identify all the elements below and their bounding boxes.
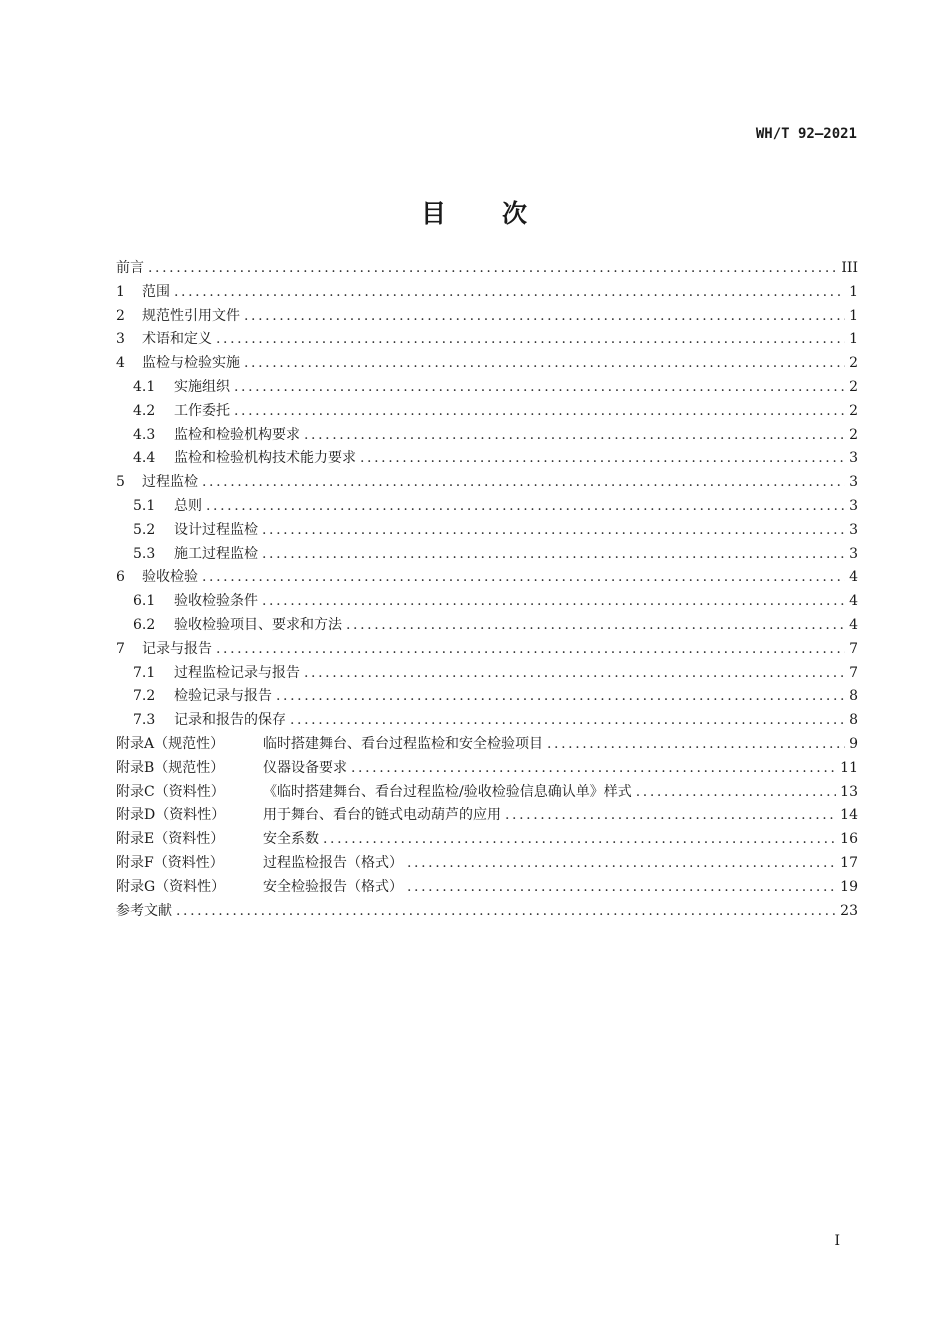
toc-entry-page: 19 (840, 878, 858, 895)
toc-entry[interactable] (116, 733, 858, 757)
toc-entry-number: 4.3 (133, 426, 156, 443)
toc-dot-leader (148, 257, 837, 281)
toc-entry-title: 验收检验 (142, 569, 198, 586)
toc-dot-leader (202, 566, 845, 590)
toc-entry-title: 验收检验条件 (174, 593, 258, 610)
toc-entry-page: 4 (849, 616, 858, 633)
toc-entry-title: 记录与报告 (142, 640, 212, 657)
toc-entry-title: 监检和检验机构要求 (174, 426, 300, 443)
toc-dot-leader (304, 424, 845, 448)
toc-entry-page: 2 (849, 355, 858, 372)
toc-dot-leader (202, 471, 845, 495)
toc-dot-leader (262, 590, 845, 614)
toc-entry-annex-label: 附录C（资料性） (116, 783, 225, 800)
toc-entry-page: 3 (849, 474, 858, 491)
toc-entry[interactable] (116, 566, 858, 590)
toc-entry-title: 前言 (116, 260, 144, 276)
toc-entry-annex-label: 附录F（资料性） (116, 854, 224, 871)
toc-entry-page: 8 (849, 688, 858, 705)
toc-entry[interactable] (116, 614, 858, 638)
toc-entry-number: 1 (116, 283, 125, 300)
toc-entry[interactable] (116, 590, 858, 614)
toc-entry-number: 7.2 (133, 688, 156, 705)
toc-entry[interactable] (116, 709, 858, 733)
toc-dot-leader (176, 900, 836, 924)
toc-entry-number: 6.1 (133, 593, 156, 610)
toc-entry-page: 16 (840, 831, 858, 848)
toc-entry-page: 4 (849, 569, 858, 586)
toc-entry[interactable] (116, 495, 858, 519)
toc-entry-title: 记录和报告的保存 (174, 712, 286, 729)
toc-entry-page: 3 (849, 497, 858, 514)
toc-dot-leader (216, 328, 845, 352)
toc-entry-number: 5 (116, 474, 125, 491)
toc-dot-leader (346, 614, 845, 638)
toc-entry-number: 4.4 (133, 450, 156, 467)
toc-dot-leader (174, 281, 845, 305)
toc-entry-number: 3 (116, 331, 125, 348)
toc-entry-title: 工作委托 (174, 402, 230, 419)
toc-entry-page: 11 (840, 759, 858, 776)
toc-entry-title: 监检和检验机构技术能力要求 (174, 450, 356, 467)
toc-entry[interactable] (116, 257, 858, 281)
toc-entry-number: 7.1 (133, 664, 156, 681)
toc-entry-page: 1 (849, 331, 858, 348)
toc-entry-number: 2 (116, 307, 125, 324)
toc-entry[interactable] (116, 828, 858, 852)
toc-entry-title: 仪器设备要求 (263, 759, 347, 776)
toc-entry-page: 13 (840, 783, 858, 800)
toc-entry-title: 用于舞台、看台的链式电动葫芦的应用 (263, 807, 501, 824)
toc-entry-title: 监检与检验实施 (142, 355, 240, 372)
toc-entry[interactable] (116, 424, 858, 448)
toc-entry-annex-label: 附录B（规范性） (116, 759, 225, 776)
toc-entry[interactable] (116, 804, 858, 828)
toc-entry-page: 2 (849, 378, 858, 395)
toc-dot-leader (407, 876, 836, 900)
toc-entry-number: 4.1 (133, 378, 156, 395)
toc-entry[interactable] (116, 900, 858, 924)
toc-entry-annex-label: 附录E（资料性） (116, 831, 225, 848)
page-title: 目 次 (420, 199, 529, 228)
toc-entry-page: 3 (849, 521, 858, 538)
toc-entry-title: 安全检验报告（格式） (263, 878, 403, 895)
toc-entry[interactable] (116, 543, 858, 567)
toc-entry-page: 1 (849, 283, 858, 300)
toc-entry-title: 验收检验项目、要求和方法 (174, 616, 342, 633)
toc-entry[interactable] (116, 305, 858, 329)
toc-entry-title: 施工过程监检 (174, 545, 258, 562)
toc-entry-page: 2 (849, 402, 858, 419)
toc-entry-annex-label: 附录G（资料性） (116, 878, 226, 895)
toc-entry-title: 参考文献 (116, 902, 172, 919)
toc-entry-number: 6.2 (133, 616, 156, 633)
toc-entry-number: 7 (116, 640, 125, 657)
toc-entry-number: 4.2 (133, 402, 156, 419)
page-number: I (834, 1233, 840, 1249)
toc-entry[interactable] (116, 281, 858, 305)
toc-entry-annex-label: 附录A（规范性） (116, 735, 225, 752)
toc-entry-title: 规范性引用文件 (142, 307, 240, 324)
toc-entry-page: 1 (849, 307, 858, 324)
toc-dot-leader (360, 447, 845, 471)
toc-entry-title: 实施组织 (174, 378, 230, 395)
toc-entry[interactable] (116, 662, 858, 686)
toc-dot-leader (547, 733, 845, 757)
toc-dot-leader (636, 781, 836, 805)
toc-dot-leader (351, 757, 836, 781)
toc-entry[interactable] (116, 447, 858, 471)
toc-entry-page: 2 (849, 426, 858, 443)
toc-entry-page: 14 (840, 807, 858, 824)
table-of-contents (116, 257, 858, 923)
toc-dot-leader (234, 400, 845, 424)
toc-entry-page: 23 (840, 902, 858, 919)
toc-entry-number: 5.1 (133, 497, 156, 514)
toc-entry-title: 设计过程监检 (174, 521, 258, 538)
toc-dot-leader (262, 519, 845, 543)
toc-entry[interactable] (116, 471, 858, 495)
toc-entry-page: 3 (849, 450, 858, 467)
toc-entry-number: 5.3 (133, 545, 156, 562)
toc-entry-annex-label: 附录D（资料性） (116, 807, 226, 824)
toc-entry-number: 5.2 (133, 521, 156, 538)
toc-dot-leader (244, 305, 845, 329)
toc-entry-page: 3 (849, 545, 858, 562)
toc-entry-page: III (841, 260, 858, 276)
toc-entry[interactable] (116, 352, 858, 376)
toc-entry-title: 临时搭建舞台、看台过程监检和安全检验项目 (263, 735, 543, 752)
toc-entry-title: 过程监检报告（格式） (263, 854, 403, 871)
toc-entry[interactable] (116, 376, 858, 400)
toc-dot-leader (206, 495, 845, 519)
document-code: WH/T 92—2021 (755, 126, 857, 142)
toc-entry[interactable] (116, 852, 858, 876)
toc-entry[interactable] (116, 757, 858, 781)
toc-entry[interactable] (116, 519, 858, 543)
toc-entry-number: 4 (116, 355, 125, 372)
toc-entry-title: 过程监检 (142, 474, 198, 491)
toc-entry[interactable] (116, 638, 858, 662)
toc-dot-leader (323, 828, 836, 852)
toc-dot-leader (234, 376, 845, 400)
toc-entry-number: 6 (116, 569, 125, 586)
toc-entry-page: 8 (849, 712, 858, 729)
toc-entry[interactable] (116, 400, 858, 424)
toc-dot-leader (244, 352, 845, 376)
toc-dot-leader (262, 543, 845, 567)
toc-entry-number: 7.3 (133, 712, 156, 729)
toc-dot-leader (216, 638, 845, 662)
toc-entry-title: 过程监检记录与报告 (174, 664, 300, 681)
toc-entry-title: 《临时搭建舞台、看台过程监检/验收检验信息确认单》样式 (263, 783, 632, 800)
toc-entry-title: 检验记录与报告 (174, 688, 272, 705)
toc-entry[interactable] (116, 685, 858, 709)
toc-entry-title: 安全系数 (263, 831, 319, 848)
toc-entry[interactable] (116, 328, 858, 352)
toc-dot-leader (505, 804, 836, 828)
toc-entry-page: 4 (849, 593, 858, 610)
toc-dot-leader (304, 662, 845, 686)
toc-dot-leader (290, 709, 845, 733)
toc-entry-title: 术语和定义 (142, 331, 212, 348)
toc-entry-page: 9 (849, 735, 858, 752)
toc-entry-page: 17 (840, 854, 858, 871)
toc-entry-page: 7 (849, 664, 858, 681)
toc-entry-page: 7 (849, 640, 858, 657)
toc-dot-leader (407, 852, 836, 876)
toc-entry-title: 总则 (174, 497, 202, 514)
toc-entry-title: 范围 (142, 283, 170, 300)
toc-dot-leader (276, 685, 845, 709)
toc-entry[interactable] (116, 876, 858, 900)
toc-entry[interactable] (116, 781, 858, 805)
